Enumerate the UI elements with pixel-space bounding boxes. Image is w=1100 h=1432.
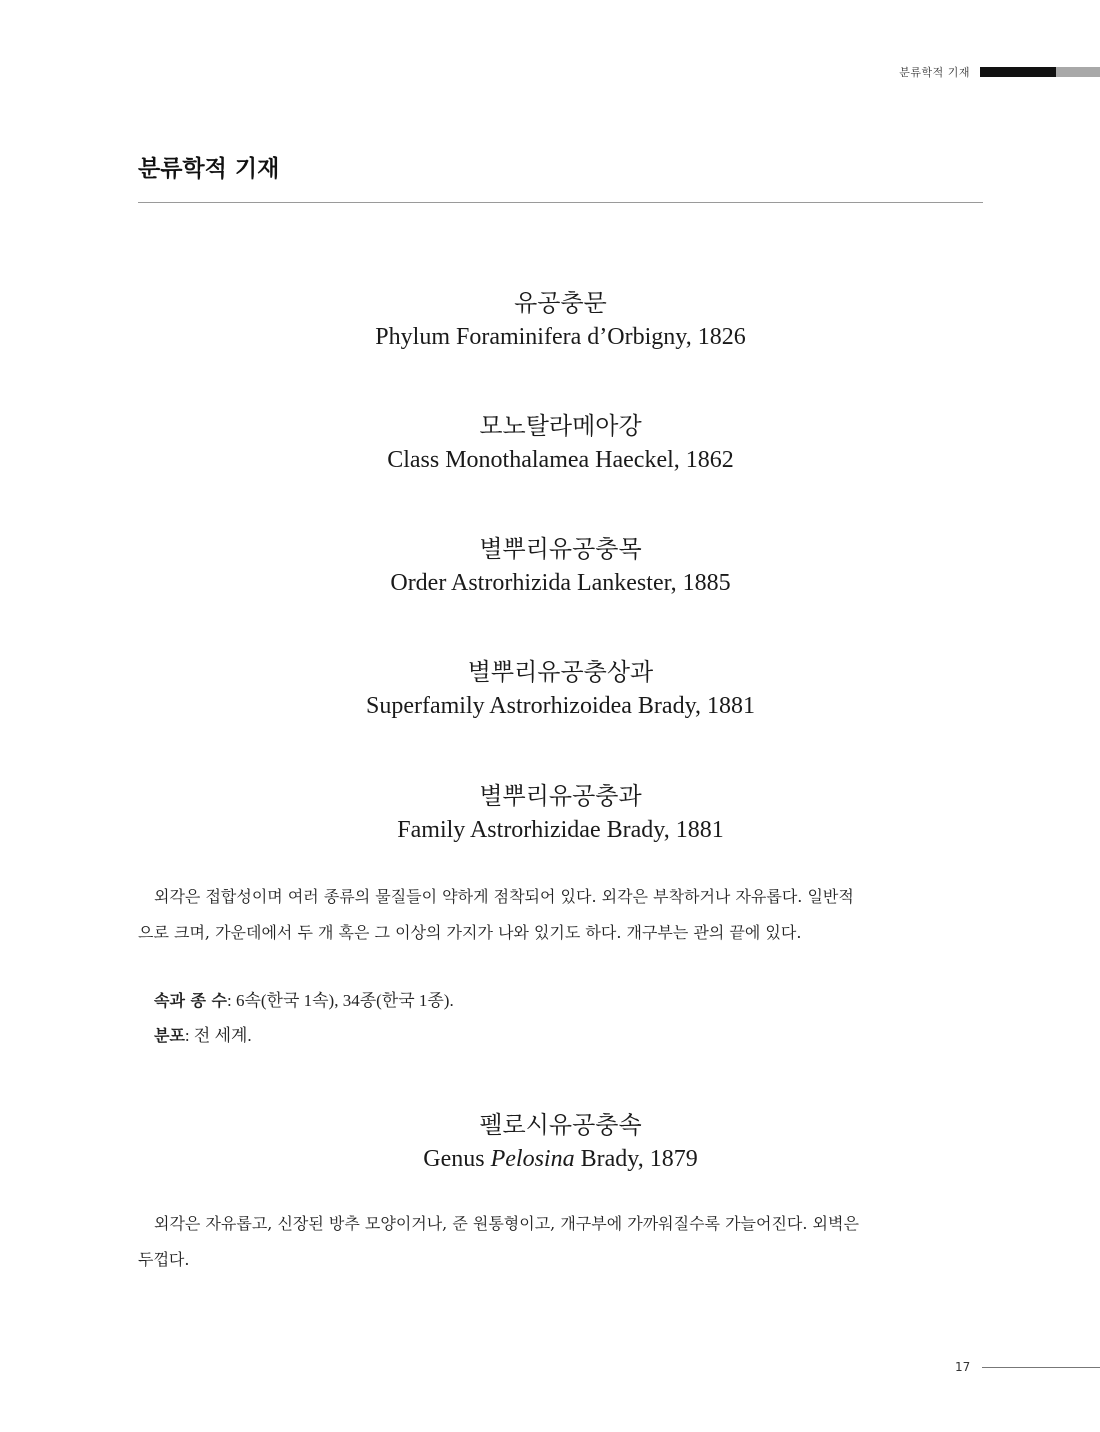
distribution-value: : 전 세계.: [184, 1026, 252, 1045]
genera-species-count: [154, 984, 454, 1018]
taxon-phylum-latin: Phylum Foraminifera d’Orbigny, 1826: [375, 324, 746, 350]
taxon-genus-latin: [138, 1142, 983, 1176]
genera-species-label: 속과 종 수: [154, 991, 227, 1010]
genus-name: Pelosina: [490, 1146, 575, 1172]
header-bar-gray: [1056, 67, 1100, 77]
section-title: 분류학적 기재: [138, 156, 280, 182]
page-number: 17: [955, 1360, 971, 1374]
taxon-class-latin: Class Monothalamea Haeckel, 1862: [387, 447, 734, 473]
distribution: [154, 1019, 252, 1053]
genus-description-line-1: 외각은 자유롭고, 신장된 방추 모양이거나, 준 원통형이고, 개구부에 가까워질수록 가늘어진다. 외벽은: [154, 1214, 859, 1233]
running-header: [899, 64, 1100, 80]
taxon-genus-korean: 펠로시유공충속: [479, 1111, 642, 1139]
footer-rule: [982, 1367, 1100, 1368]
taxon-superfamily-latin: Superfamily Astrorhizoidea Brady, 1881: [365, 693, 756, 719]
page-footer: [955, 1360, 1100, 1374]
header-bar-dark: [980, 67, 1056, 77]
taxon-family: [138, 779, 983, 847]
taxon-phylum: [138, 286, 983, 354]
taxon-class-korean: 모노탈라메아강: [479, 412, 642, 440]
taxon-genus: [138, 1108, 983, 1176]
taxon-order: [138, 532, 983, 600]
distribution-label: 분포: [154, 1026, 185, 1045]
taxon-family-latin: Family Astrorhizidae Brady, 1881: [397, 817, 724, 843]
genus-prefix: Genus: [423, 1146, 491, 1172]
genus-description-line-2: 두껍다.: [138, 1250, 190, 1269]
genus-description: [138, 1206, 983, 1278]
running-header-text: 분류학적 기재: [899, 66, 970, 79]
family-description: [138, 879, 983, 951]
family-description-line-2: 으로 크며, 가운데에서 두 개 혹은 그 이상의 가지가 나와 있기도 하다. 개구부는 관의 끝에 있다.: [138, 923, 802, 942]
taxon-superfamily-korean: 별뿌리유공충상과: [467, 658, 654, 686]
taxon-superfamily: [138, 655, 983, 723]
taxon-order-latin: Order Astrorhizida Lankester, 1885: [390, 570, 731, 596]
family-description-line-1: 외각은 접합성이며 여러 종류의 물질들이 약하게 점착되어 있다. 외각은 부착하거나 자유롭다. 일반적: [154, 887, 854, 906]
section-divider: [138, 202, 983, 203]
taxon-family-korean: 별뿌리유공충과: [479, 782, 642, 810]
genus-author: Brady, 1879: [574, 1146, 698, 1172]
taxon-class: [138, 409, 983, 477]
genera-species-value: : 6속(한국 1속), 34종(한국 1종).: [226, 991, 454, 1010]
taxon-order-korean: 별뿌리유공충목: [479, 535, 642, 563]
taxon-phylum-korean: 유공충문: [514, 289, 607, 317]
